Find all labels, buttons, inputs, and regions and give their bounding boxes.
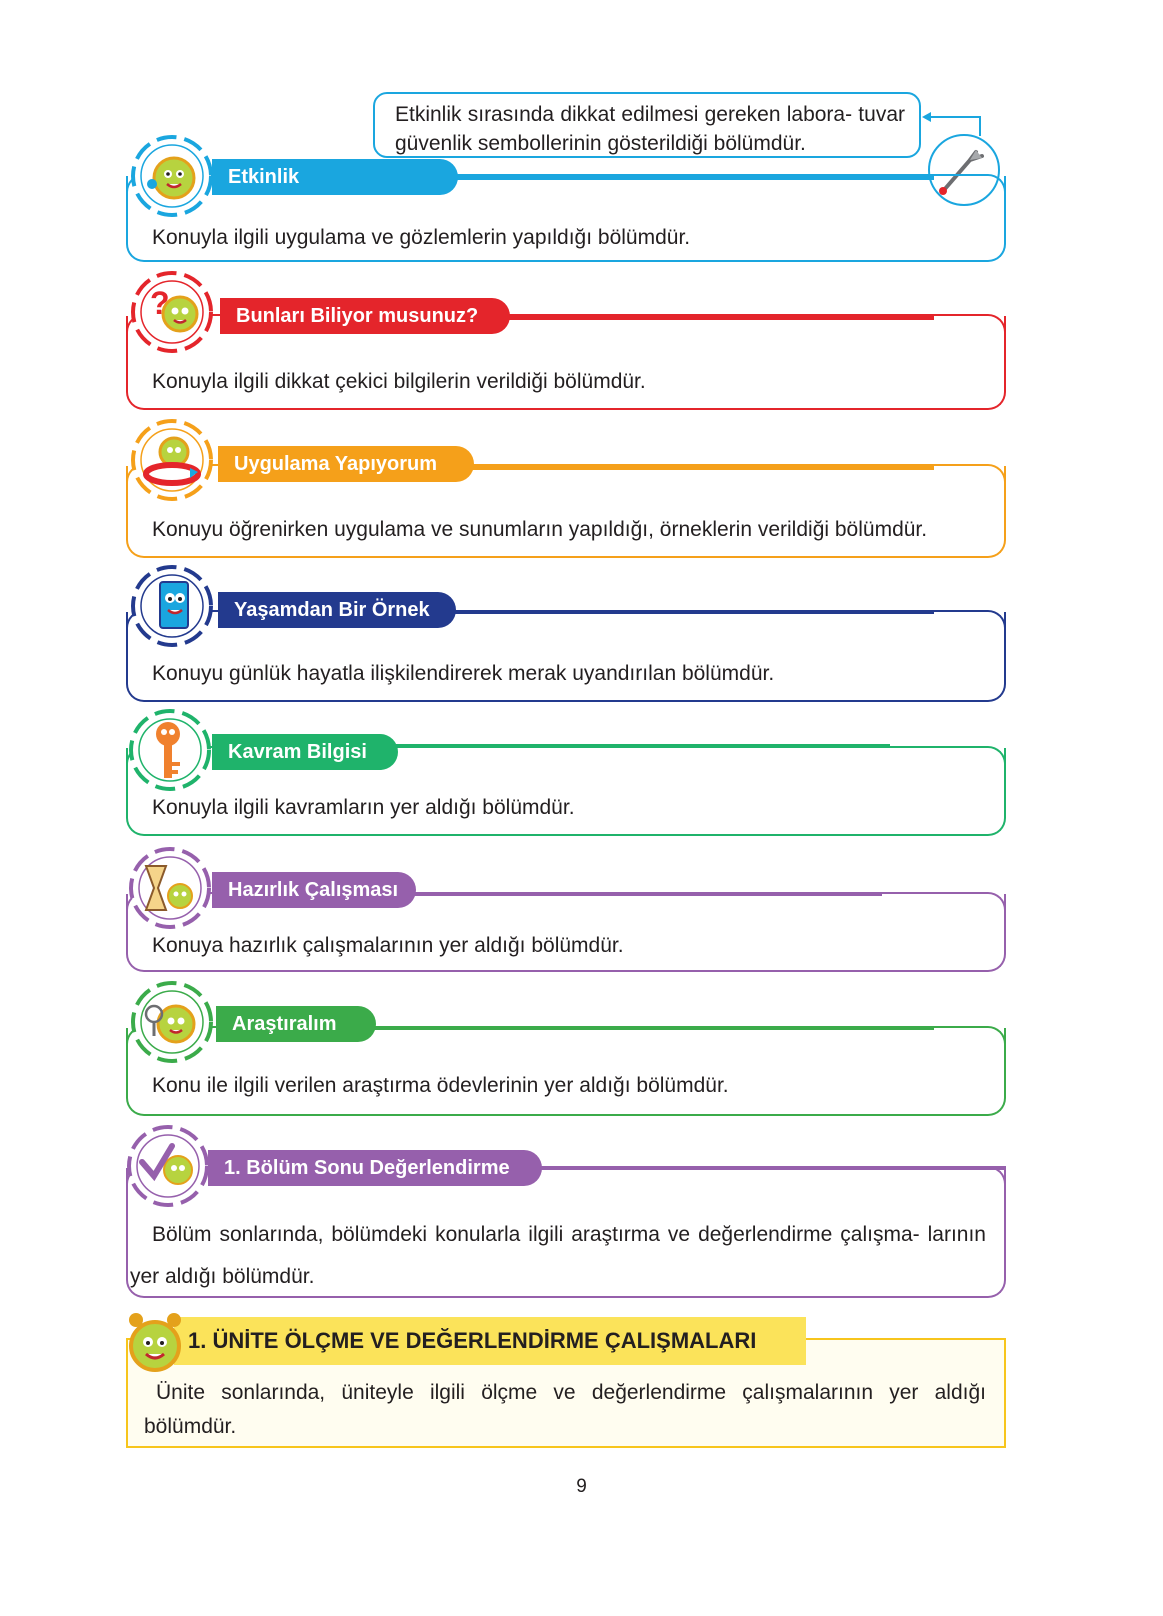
hourglass-mascot-icon [128,846,212,930]
key-mascot-icon [128,708,212,792]
section-arastiralim [126,984,1006,1116]
question-mascot-icon [130,270,214,354]
section-uygulama-yapiyorum [126,422,1006,558]
alarm-clock-mascot-icon [130,134,214,218]
cycle-mascot-icon [130,418,214,502]
callout-text: Etkinlik sırasında dikkat edilmesi gereken labora- tuvar güvenlik sembollerinin gösterildiği bölümdür. [395,103,905,155]
page-number: 9 [576,1476,587,1497]
section-title: Hazırlık Çalışması [212,872,416,908]
section-title: Araştıralım [216,1006,376,1042]
section-description: Konuyu öğrenirken uygulama ve sunumların yapıldığı, örneklerin verildiği bölümdür. [152,518,928,541]
section-description: Konuyla ilgili uygulama ve gözlemlerin yapıldığı bölümdür. [152,226,691,249]
alarm-clock-mascot-icon [122,1310,188,1376]
section-description: Konuyla ilgili kavramların yer aldığı bölümdür. [152,796,575,819]
section-bolum-sonu-degerlendirme [126,1126,1006,1298]
section-description: Konu ile ilgili verilen araştırma ödevlerinin yer aldığı bölümdür. [152,1074,729,1097]
book-mascot-icon [130,564,214,648]
callout-arrow-icon [918,108,988,138]
section-title: Yaşamdan Bir Örnek [218,592,456,628]
section-etkinlik [126,138,1006,262]
section-title: Kavram Bilgisi [212,734,398,770]
checkmark-mascot-icon [126,1124,210,1208]
svg-text:?: ? [150,285,170,321]
section-title: Uygulama Yapıyorum [218,446,474,482]
section-description: Konuyu günlük hayatla ilişkilendirerek merak uyandırılan bölümdür. [152,662,775,685]
section-kavram-bilgisi [126,710,1006,836]
section-title: Etkinlik [212,159,458,195]
section-description: Bölüm sonlarında, bölümdeki konularla ilgili araştırma ve değerlendirme çalışma- larının yer aldığı bölümdür. [130,1223,986,1288]
section-title: 1. Bölüm Sonu Değerlendirme [208,1150,542,1186]
section-yasamdan-bir-ornek [126,568,1006,702]
unit-assessment-title: 1. ÜNİTE ÖLÇME VE DEĞERLENDİRME ÇALIŞMALARI [174,1317,806,1365]
section-title: Bunları Biliyor musunuz? [220,298,510,334]
section-description: Konuya hazırlık çalışmalarının yer aldığı bölümdür. [152,934,624,957]
section-bunlari-biliyor-musunuz [126,274,1006,410]
section-hazirlik-calismasi [126,848,1006,972]
magnifier-mascot-icon [130,980,214,1064]
section-description: Konuyla ilgili dikkat çekici bilgilerin verildiği bölümdür. [152,370,646,393]
unit-assessment-description: Ünite sonlarında, üniteyle ilgili ölçme ve değerlendirme çalışmalarının yer aldığı bölümdür. [144,1381,986,1438]
